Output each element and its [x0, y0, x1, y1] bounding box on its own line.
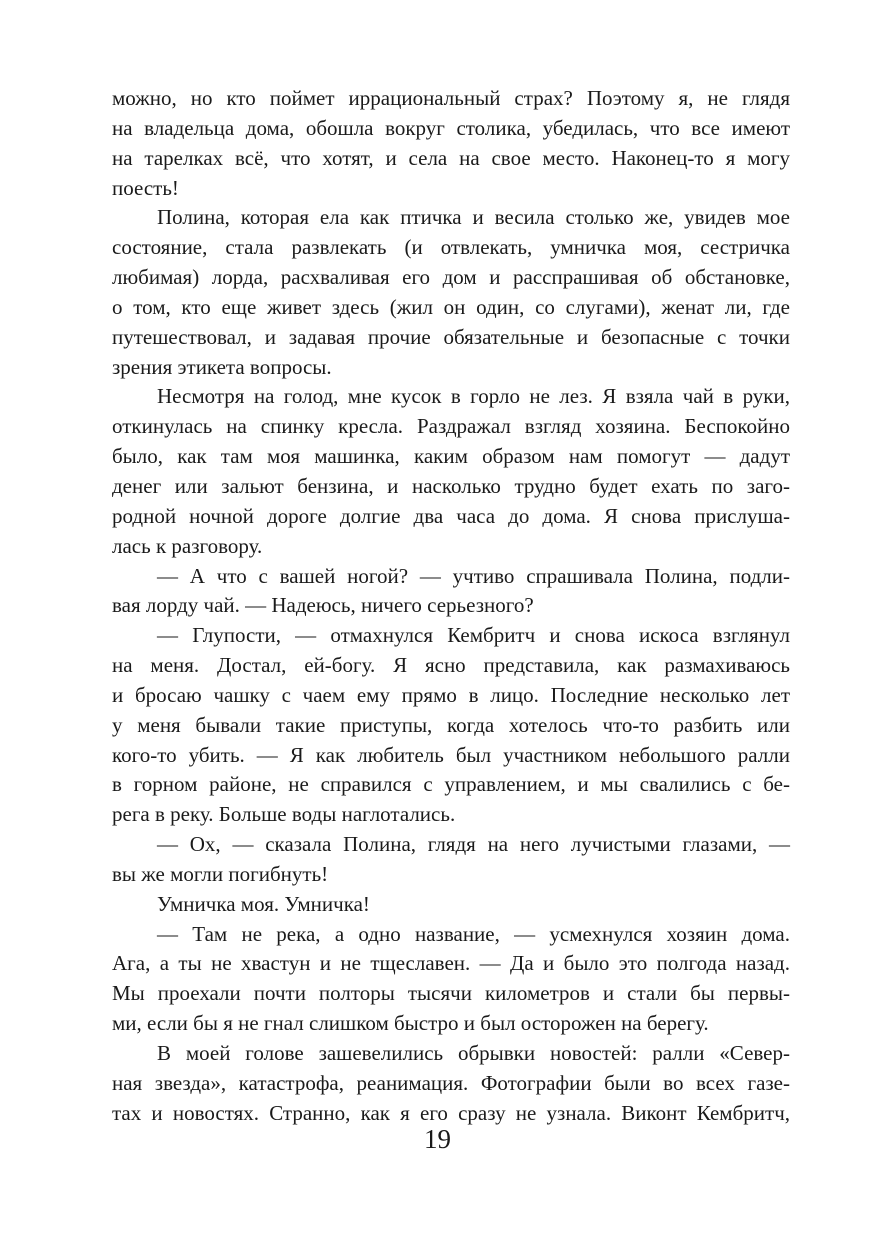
paragraph: [112, 1039, 790, 1129]
text-line: откинулась на спинку кресла. Раздражал взгляд хозяина. Беспокойно: [112, 414, 790, 439]
text-line: — Ох, — сказала Полина, глядя на него лучистыми глазами, —: [157, 832, 790, 857]
text-line: — Там не река, а одно название, — усмехнулся хозяин дома.: [157, 921, 790, 946]
text-line: — А что с вашей ногой? — учтиво спрашивала Полина, подли-: [157, 563, 790, 588]
text-line: Полина, которая ела как птичка и весила столько же, увидев мое: [157, 205, 790, 230]
text-line: Несмотря на голод, мне кусок в горло не лез. Я взяла чай в руки,: [157, 384, 790, 409]
paragraph: [112, 920, 790, 1039]
text-line: Ага, а ты не хвастун и не тщеславен. — Да и было это полгода назад.: [112, 951, 790, 976]
paragraph: [112, 621, 790, 830]
text-line: на меня. Достал, ей-богу. Я ясно представила, как размахиваюсь: [112, 653, 790, 678]
paragraph: [112, 382, 790, 561]
text-line: ми, если бы я не гнал слишком быстро и был осторожен на берегу.: [112, 1011, 709, 1036]
text-line: Мы проехали почти полторы тысячи километров и стали бы первы-: [112, 981, 790, 1006]
paragraph: [112, 203, 790, 382]
page-body-text: [112, 84, 790, 1129]
text-line: рега в реку. Больше воды наглотались.: [112, 802, 456, 827]
text-line: тах и новостях. Странно, как я его сразу не узнала. Виконт Кембритч,: [112, 1100, 790, 1125]
text-line: о том, кто еще живет здесь (жил он один, со слугами), женат ли, где: [112, 294, 790, 319]
text-line: родной ночной дороге долгие два часа до дома. Я снова прислуша-: [112, 503, 790, 528]
text-line: зрения этикета вопросы.: [112, 354, 332, 379]
text-line: поесть!: [112, 175, 179, 200]
paragraph: [112, 830, 790, 890]
text-line: вы же могли погибнуть!: [112, 861, 329, 886]
text-line: состояние, стала развлекать (и отвлекать, умничка моя, сестричка: [112, 235, 790, 260]
paragraph: [112, 84, 790, 203]
text-line: Умничка моя. Умничка!: [157, 891, 370, 916]
text-line: кого-то убить. — Я как любитель был участником небольшого ралли: [112, 742, 790, 767]
text-line: любимая) лорда, расхваливая его дом и расспрашивая об обстановке,: [112, 265, 790, 290]
text-line: лась к разговору.: [112, 533, 263, 558]
text-line: — Глупости, — отмахнулся Кембритч и снова искоса взглянул: [157, 623, 790, 648]
text-line: ная звезда», катастрофа, реанимация. Фотографии были во всех газе-: [112, 1070, 790, 1095]
text-line: у меня бывали такие приступы, когда хотелось что-то разбить или: [112, 712, 790, 737]
paragraph: [112, 890, 790, 920]
text-line: можно, но кто поймет иррациональный страх? Поэтому я, не глядя: [112, 86, 790, 110]
text-line: В моей голове зашевелились обрывки новостей: ралли «Север-: [157, 1041, 790, 1065]
text-line: на тарелках всё, что хотят, и села на свое место. Наконец-то я могу: [112, 145, 790, 170]
paragraph: [112, 562, 790, 622]
text-line: денег или зальют бензина, и насколько трудно будет ехать по заго-: [112, 473, 790, 498]
text-line: в горном районе, не справился с управлением, и мы свалились с бе-: [112, 772, 790, 797]
text-line: на владельца дома, обошла вокруг столика, убедилась, что все имеют: [112, 115, 790, 140]
text-line: путешествовал, и задавая прочие обязательные и безопасные с точки: [112, 324, 790, 349]
page-number: 19: [424, 1124, 451, 1154]
text-line: и бросаю чашку с чаем ему прямо в лицо. Последние несколько лет: [112, 682, 790, 707]
text-line: было, как там моя машинка, каким образом нам помогут — дадут: [112, 444, 790, 469]
text-line: вая лорду чай. — Надеюсь, ничего серьезного?: [112, 593, 534, 618]
